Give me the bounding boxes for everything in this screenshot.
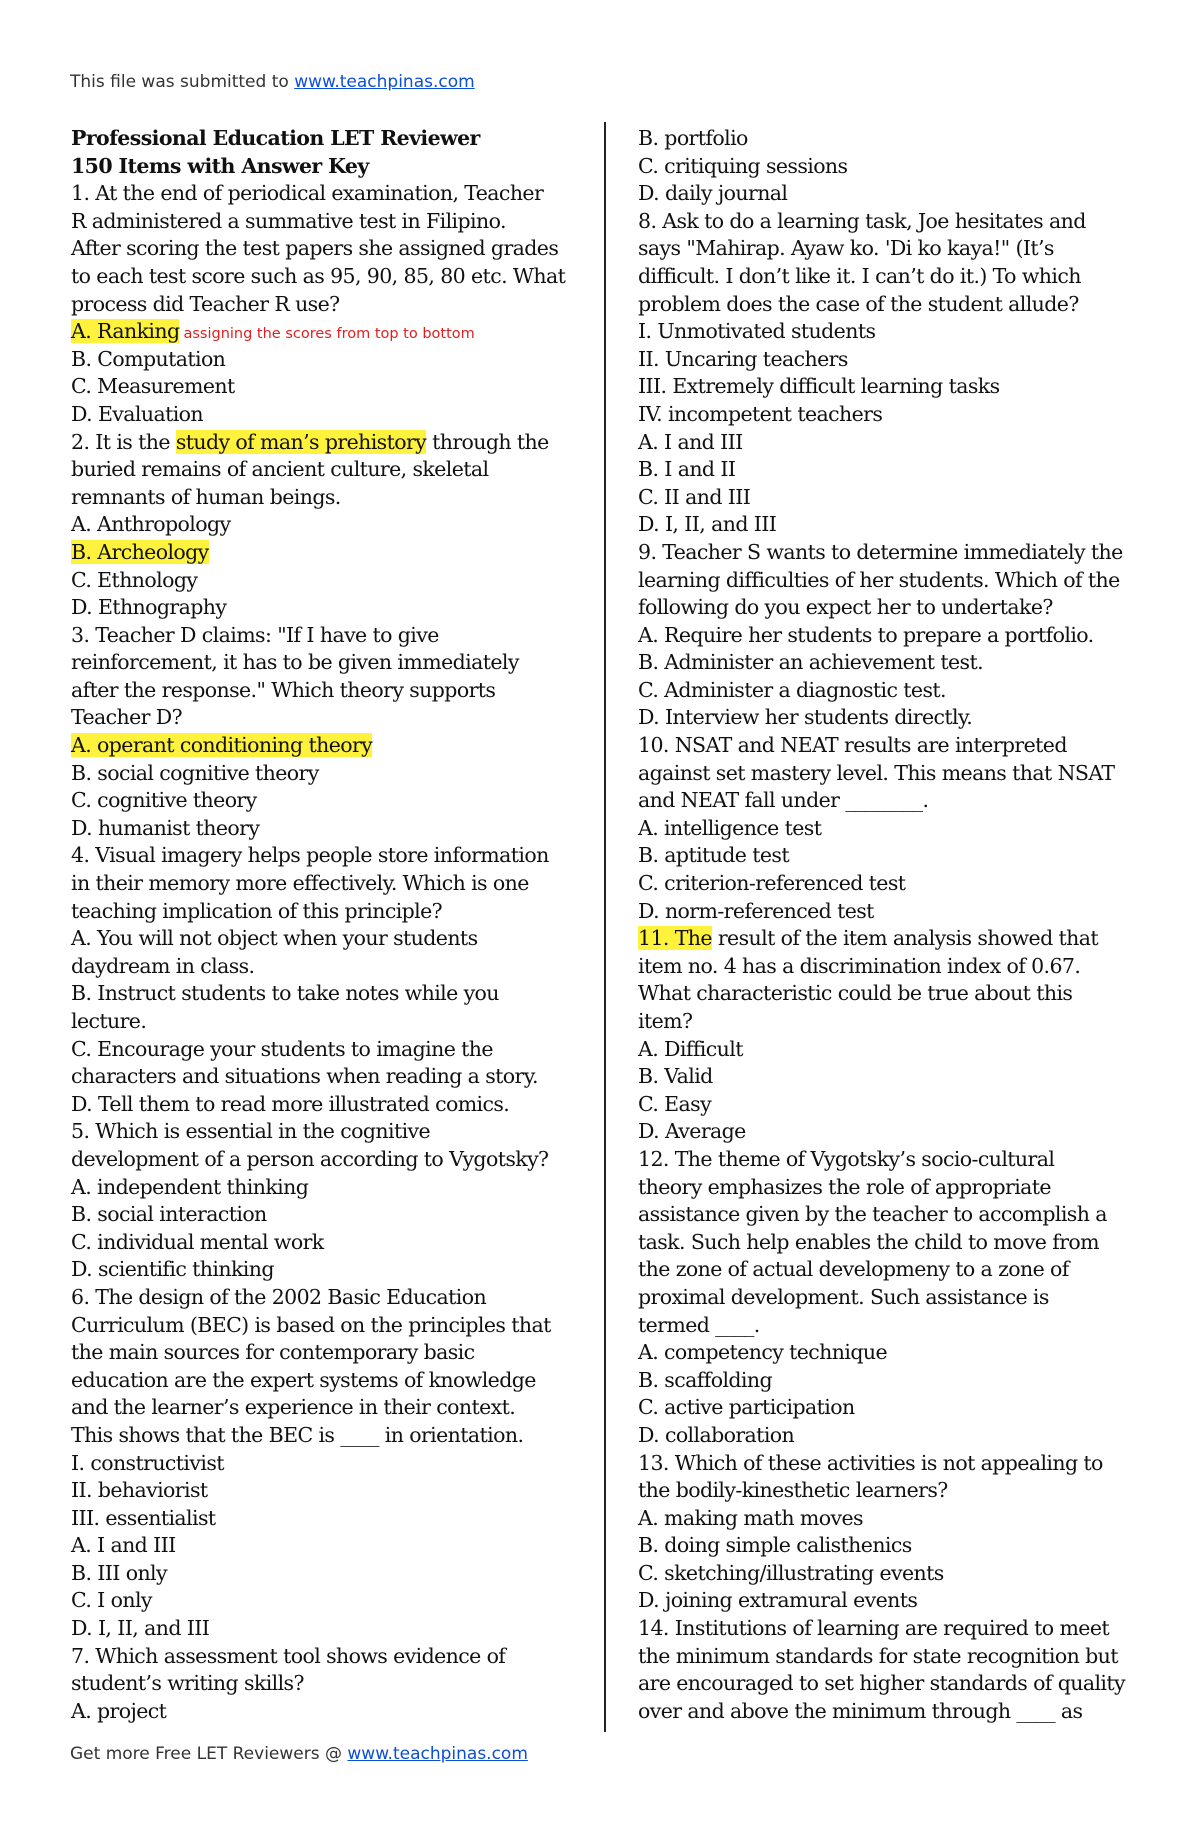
q4-line: 4. Visual imagery helps people store information [71, 843, 549, 868]
q14-line: over and above the minimum through ____ as [638, 1698, 1083, 1723]
q12-line: assistance given by the teacher to accomplish a [638, 1202, 1107, 1227]
q6-option: B. III only [71, 1560, 167, 1585]
footer-link[interactable]: www.teachpinas.com [347, 1744, 528, 1764]
q10-option: D. norm-referenced test [638, 898, 874, 923]
q6-option: A. I and III [71, 1533, 176, 1558]
q1-line: process did Teacher R use? [71, 291, 340, 316]
q1-line: After scoring the test papers she assigned grades [71, 236, 559, 261]
q10-line: and NEAT fall under ________. [638, 788, 929, 813]
q13-option: C. sketching/illustrating events [638, 1560, 944, 1585]
q6-line: the main sources for contemporary basic [71, 1340, 475, 1365]
q12-option: A. competency technique [638, 1340, 887, 1365]
q3-answer-line [71, 732, 591, 760]
q4-option: characters and situations when reading a story. [71, 1064, 538, 1089]
q5-option: C. individual mental work [71, 1229, 324, 1254]
q1-answer-line [71, 318, 591, 346]
q7-option: A. project [71, 1698, 167, 1723]
q2-line: remnants of human beings. [71, 484, 341, 509]
q14-line: the minimum standards for state recognition but [638, 1643, 1118, 1668]
q12-line: proximal development. Such assistance is [638, 1284, 1049, 1309]
q7-line: 7. Which assessment tool shows evidence of [71, 1643, 506, 1668]
q9-line: learning difficulties of her students. Which of the [638, 567, 1120, 592]
q11-line: item? [638, 1009, 693, 1033]
q6-option: III. essentialist [71, 1505, 216, 1530]
document-subtitle: 150 Items with Answer Key [71, 153, 369, 178]
q3-option: B. social cognitive theory [71, 760, 319, 785]
q13-option: D. joining extramural events [638, 1588, 918, 1613]
q14-line: are encouraged to set higher standards of quality [638, 1671, 1125, 1696]
q5-option: B. social interaction [71, 1202, 267, 1227]
q2-line: buried remains of ancient culture, skeletal [71, 457, 489, 482]
q8-line: difficult. I don’t like it. I can’t do it.) To which [638, 263, 1081, 288]
q1-option: D. Evaluation [71, 401, 204, 426]
q7-option: D. daily journal [638, 181, 788, 206]
q6-line: and the learner’s experience in their context. [71, 1395, 516, 1420]
q2-line: 2. It is the study of man’s prehistory through the [71, 429, 549, 454]
q1-line: 1. At the end of periodical examination, Teacher [71, 181, 544, 206]
q11-option: B. Valid [638, 1064, 713, 1089]
q5-line: development of a person according to Vygotsky? [71, 1146, 549, 1171]
left-column [71, 125, 591, 1725]
q4-option: A. You will not object when your students [71, 926, 478, 951]
q13-line: the bodily-kinesthetic learners? [638, 1478, 948, 1503]
q6-line: This shows that the BEC is ____ in orientation. [71, 1422, 524, 1447]
q11-option: C. Easy [638, 1091, 712, 1116]
q4-option: D. Tell them to read more illustrated comics. [71, 1091, 510, 1116]
q1-option: C. Measurement [71, 374, 235, 399]
q7-option: B. portfolio [638, 126, 748, 150]
q12-option: C. active participation [638, 1395, 855, 1420]
q11-line: item no. 4 has a discrimination index of 0.67. [638, 953, 1081, 978]
q3-option: D. humanist theory [71, 815, 260, 840]
q2-option: A. Anthropology [71, 512, 231, 537]
q8-line: problem does the case of the student allude? [638, 291, 1079, 316]
q4-option: B. Instruct students to take notes while you [71, 981, 499, 1006]
q3-line: Teacher D? [71, 705, 182, 730]
q5-option: D. scientific thinking [71, 1257, 274, 1282]
q9-option: D. Interview her students directly. [638, 705, 973, 730]
q11-line: What characteristic could be true about this [638, 981, 1073, 1006]
header-text: This file was submitted to [70, 72, 295, 92]
q8-option: D. I, II, and III [638, 512, 777, 537]
q12-line: theory emphasizes the role of appropriate [638, 1174, 1051, 1199]
footer-text: Get more Free LET Reviewers @ [70, 1744, 348, 1764]
q7-option: C. critiquing sessions [638, 153, 848, 178]
q9-line: 9. Teacher S wants to determine immediately the [638, 539, 1123, 564]
q8-option: I. Unmotivated students [638, 319, 876, 344]
q8-option: III. Extremely difficult learning tasks [638, 374, 1000, 399]
q5-line: 5. Which is essential in the cognitive [71, 1119, 431, 1144]
q10-option: A. intelligence test [638, 815, 822, 840]
q9-option: C. Administer a diagnostic test. [638, 677, 946, 702]
q6-option: D. I, II, and III [71, 1616, 210, 1641]
q2-option: D. Ethnography [71, 595, 227, 620]
q3-line: 3. Teacher D claims: "If I have to give [71, 622, 439, 647]
column-divider [604, 122, 606, 1732]
q11-option: A. Difficult [638, 1036, 743, 1061]
q9-option: A. Require her students to prepare a portfolio. [638, 622, 1094, 647]
document-title: Professional Education LET Reviewer [71, 126, 480, 150]
q12-line: termed ____. [638, 1312, 760, 1337]
q8-line: 8. Ask to do a learning task, Joe hesitates and [638, 208, 1086, 233]
q12-option: D. collaboration [638, 1422, 795, 1447]
q10-option: B. aptitude test [638, 843, 789, 868]
page-header [70, 70, 475, 94]
header-link[interactable]: www.teachpinas.com [294, 72, 475, 92]
q2-answer-line [71, 539, 591, 567]
q12-option: B. scaffolding [638, 1367, 772, 1392]
q1-line: R administered a summative test in Filipino. [71, 208, 506, 233]
q10-line: 10. NSAT and NEAT results are interpreted [638, 733, 1067, 758]
q6-line: 6. The design of the 2002 Basic Education [71, 1284, 487, 1309]
q4-option: C. Encourage your students to imagine the [71, 1036, 493, 1061]
q11-highlight: 11. The [638, 926, 712, 951]
q6-option: II. behaviorist [71, 1478, 208, 1503]
q13-option: A. making math moves [638, 1505, 863, 1530]
q10-option: C. criterion-referenced test [638, 871, 906, 896]
q12-line: the zone of actual developmeny to a zone of [638, 1257, 1069, 1282]
q8-option: B. I and II [638, 457, 736, 482]
q3-answer-highlight: A. operant conditioning theory [71, 733, 373, 758]
q8-option: A. I and III [638, 429, 743, 454]
q4-option: daydream in class. [71, 953, 255, 978]
page-footer [70, 1742, 528, 1766]
q4-line: in their memory more effectively. Which is one [71, 871, 529, 896]
q4-option: lecture. [71, 1009, 147, 1033]
q8-option: C. II and III [638, 484, 751, 509]
q3-line: reinforcement, it has to be given immediately [71, 650, 519, 675]
q1-answer-note: assigning the scores from top to bottom [183, 326, 475, 343]
q11-line: 11. The result of the item analysis showed that [638, 926, 1099, 951]
q9-line: following do you expect her to undertake? [638, 595, 1053, 620]
q2-option: C. Ethnology [71, 567, 198, 592]
q8-option: IV. incompetent teachers [638, 401, 883, 426]
q9-option: B. Administer an achievement test. [638, 650, 984, 675]
q1-option: B. Computation [71, 346, 226, 371]
q10-line: against set mastery level. This means that NSAT [638, 760, 1115, 785]
q4-line: teaching implication of this principle? [71, 898, 443, 923]
q6-line: Curriculum (BEC) is based on the principles that [71, 1312, 551, 1337]
q13-option: B. doing simple calisthenics [638, 1533, 912, 1558]
q3-line: after the response." Which theory supports [71, 677, 496, 702]
q1-answer-highlight: A. Ranking [71, 319, 180, 344]
q1-line: to each test score such as 95, 90, 85, 80 etc. What [71, 263, 566, 288]
right-column [638, 125, 1158, 1725]
q11-option: D. Average [638, 1119, 746, 1144]
q7-line: student’s writing skills? [71, 1671, 304, 1696]
q12-line: task. Such help enables the child to move from [638, 1229, 1100, 1254]
q5-option: A. independent thinking [71, 1174, 309, 1199]
q6-option: C. I only [71, 1588, 152, 1613]
q8-option: II. Uncaring teachers [638, 346, 848, 371]
q2-highlight: study of man’s prehistory [175, 429, 427, 454]
q12-line: 12. The theme of Vygotsky’s socio-cultural [638, 1146, 1055, 1171]
q6-line: education are the expert systems of knowledge [71, 1367, 536, 1392]
q8-line: says "Mahirap. Ayaw ko. 'Di ko kaya!" (It’s [638, 236, 1054, 261]
q13-line: 13. Which of these activities is not appealing to [638, 1450, 1103, 1475]
q3-option: C. cognitive theory [71, 788, 257, 813]
q6-option: I. constructivist [71, 1450, 224, 1475]
q2-answer-highlight: B. Archeology [71, 539, 209, 564]
q14-line: 14. Institutions of learning are required to meet [638, 1616, 1109, 1641]
